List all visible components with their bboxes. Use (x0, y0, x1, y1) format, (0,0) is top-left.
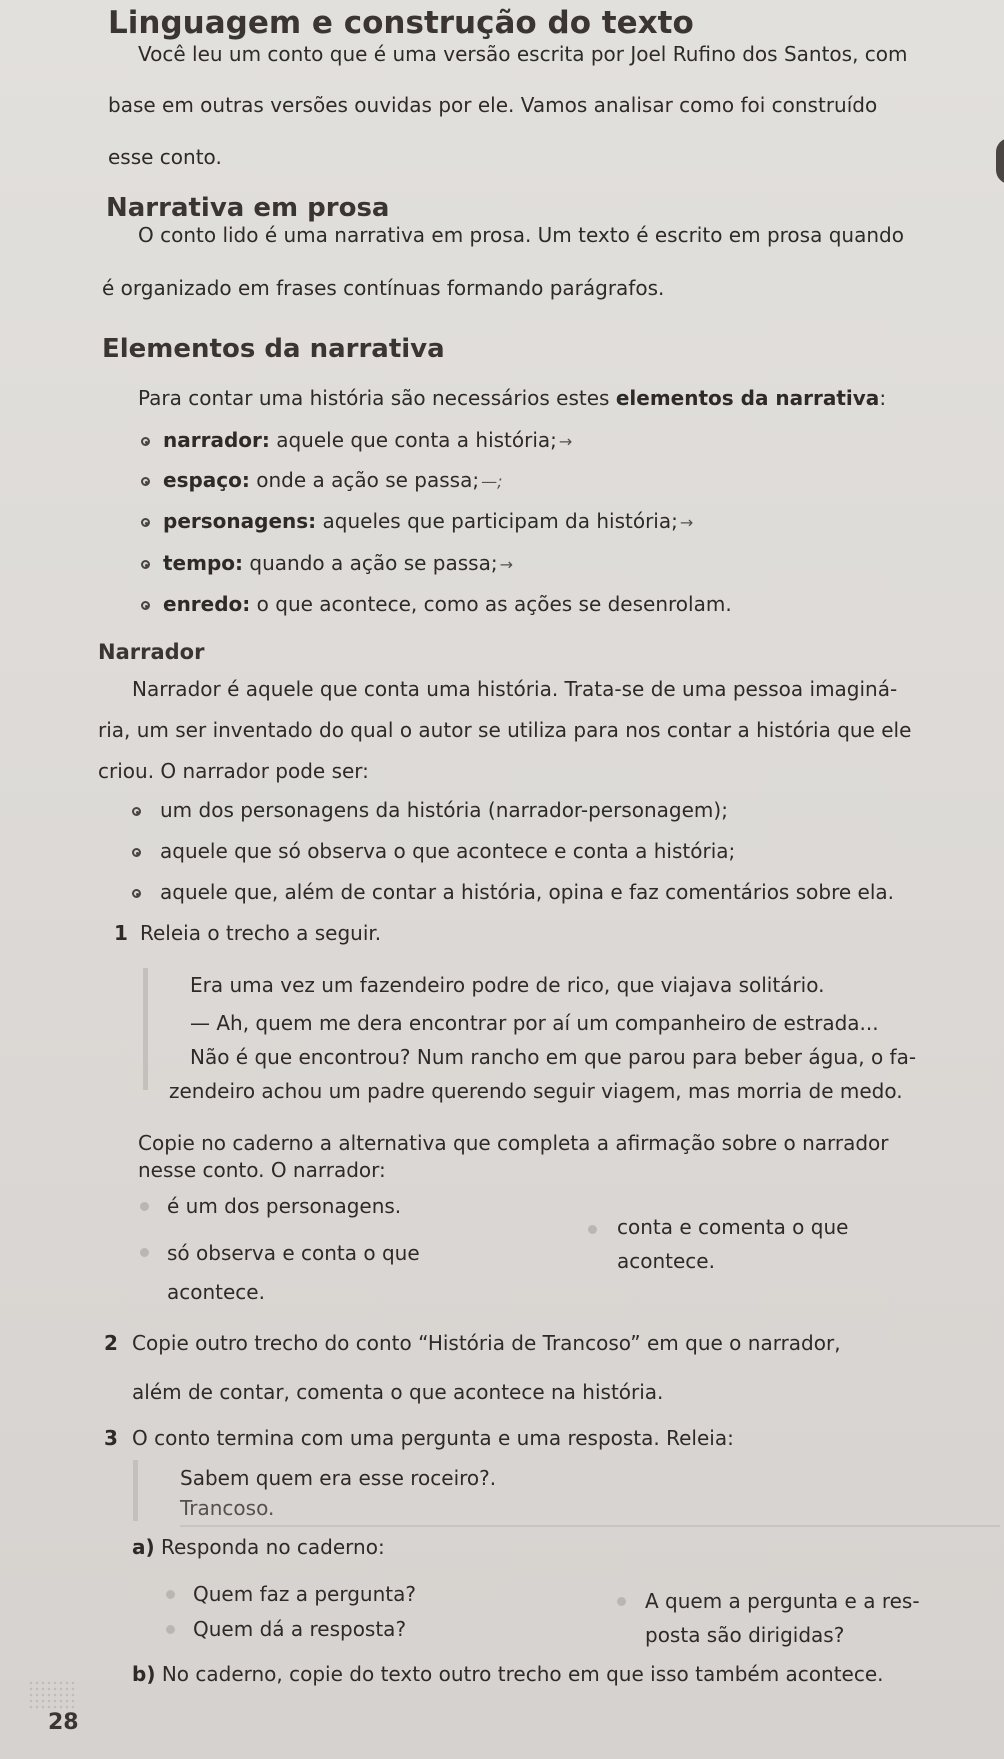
question-3-number: 3 (104, 1426, 118, 1450)
q3-a-option-3-line-2: posta são dirigidas? (645, 1623, 845, 1647)
option-bullet-icon (140, 1248, 149, 1257)
bullet-icon (141, 437, 150, 446)
quote-line-1: Era uma vez um fazendeiro podre de rico, que viajava solitário. (190, 973, 825, 997)
divider (180, 1525, 1000, 1527)
page-title: Linguagem e construção do texto (108, 5, 694, 41)
section-title-prosa: Narrativa em prosa (106, 193, 390, 223)
quote-line-3: Não é que encontrou? Num rancho em que parou para beber água, o fa- (190, 1045, 917, 1069)
bullet-icon (132, 807, 141, 816)
page-edge-tab (996, 138, 1004, 184)
question-1-number: 1 (114, 921, 128, 945)
section-title-narrador: Narrador (98, 640, 205, 664)
intro-line-1: Você leu um conto que é uma versão escrita por Joel Rufino dos Santos, com (138, 42, 908, 66)
intro-line-3: esse conto. (108, 145, 222, 169)
element-item-narrador: narrador: aquele que conta a história; → (163, 428, 573, 452)
prosa-line-1: O conto lido é uma narrativa em prosa. Um texto é escrito em prosa quando (138, 223, 904, 247)
q3-part-b: b) No caderno, copie do texto outro trecho em que isso também acontece. (132, 1662, 884, 1686)
narrador-line-2: ria, um ser inventado do qual o autor se utiliza para nos contar a história que ele (98, 718, 912, 742)
q1-instruction-1: Copie no caderno a alternativa que completa a afirmação sobre o narrador (138, 1131, 889, 1155)
option-bullet-icon (166, 1625, 175, 1634)
q3-quote-line-2: Trancoso. (180, 1496, 275, 1520)
question-3-prompt: O conto termina com uma pergunta e uma resposta. Releia: (132, 1426, 734, 1450)
option-bullet-icon (617, 1597, 626, 1606)
q3-a-option-3-line-1: A quem a pergunta e a res- (645, 1589, 920, 1613)
q1-option-b-line-2: acontece. (167, 1280, 265, 1304)
bullet-icon (132, 848, 141, 857)
q1-instruction-2: nesse conto. O narrador: (138, 1158, 386, 1182)
bullet-icon (141, 477, 150, 486)
bullet-icon (141, 518, 150, 527)
page-number: 28 (48, 1710, 79, 1735)
q1-option-b-line-1: só observa e conta o que (167, 1241, 420, 1265)
prosa-line-2: é organizado em frases contínuas formando parágrafos. (102, 276, 665, 300)
q3-a-option-1: Quem faz a pergunta? (193, 1582, 416, 1606)
q3-part-a: a) Responda no caderno: (132, 1535, 385, 1559)
element-item-tempo: tempo: quando a ação se passa; → (163, 551, 513, 575)
quote-bar (143, 968, 148, 1090)
option-bullet-icon (166, 1590, 175, 1599)
narrador-type-3: aquele que, além de contar a história, opina e faz comentários sobre ela. (160, 880, 894, 904)
bullet-icon (141, 560, 150, 569)
question-2-line-2: além de contar, comenta o que acontece na história. (132, 1380, 664, 1404)
narrador-type-1: um dos personagens da história (narrador-personagem); (160, 798, 728, 822)
intro-line-2: base em outras versões ouvidas por ele. Vamos analisar como foi construído (108, 93, 878, 117)
decorative-dots (28, 1680, 78, 1710)
q1-option-a: é um dos personagens. (167, 1194, 402, 1218)
bullet-icon (141, 601, 150, 610)
question-2-line-1: Copie outro trecho do conto “História de Trancoso” em que o narrador, (132, 1331, 841, 1355)
q1-option-c-line-2: acontece. (617, 1249, 715, 1273)
quote-line-4: zendeiro achou um padre querendo seguir viagem, mas morria de medo. (169, 1079, 903, 1103)
elementos-intro: Para contar uma história são necessários estes elementos da narrativa: (138, 386, 887, 410)
quote-bar (133, 1460, 138, 1521)
narrador-type-2: aquele que só observa o que acontece e conta a história; (160, 839, 736, 863)
section-title-elementos: Elementos da narrativa (102, 334, 445, 364)
element-item-espaco: espaço: onde a ação se passa; —; (163, 468, 503, 492)
option-bullet-icon (588, 1225, 597, 1234)
q1-option-c-line-1: conta e comenta o que (617, 1215, 849, 1239)
question-2-number: 2 (104, 1331, 118, 1355)
element-item-enredo: enredo: o que acontece, como as ações se desenrolam. (163, 592, 732, 616)
narrador-line-3: criou. O narrador pode ser: (98, 759, 369, 783)
question-1-prompt: Releia o trecho a seguir. (140, 921, 382, 945)
option-bullet-icon (140, 1202, 149, 1211)
bullet-icon (132, 889, 141, 898)
narrador-line-1: Narrador é aquele que conta uma história. Trata-se de uma pessoa imaginá- (132, 677, 898, 701)
q3-quote-line-1: Sabem quem era esse roceiro?. (180, 1466, 497, 1490)
quote-line-2: — Ah, quem me dera encontrar por aí um companheiro de estrada... (190, 1011, 879, 1035)
element-item-personagens: personagens: aqueles que participam da história; → (163, 509, 694, 533)
q3-a-option-2: Quem dá a resposta? (193, 1617, 407, 1641)
